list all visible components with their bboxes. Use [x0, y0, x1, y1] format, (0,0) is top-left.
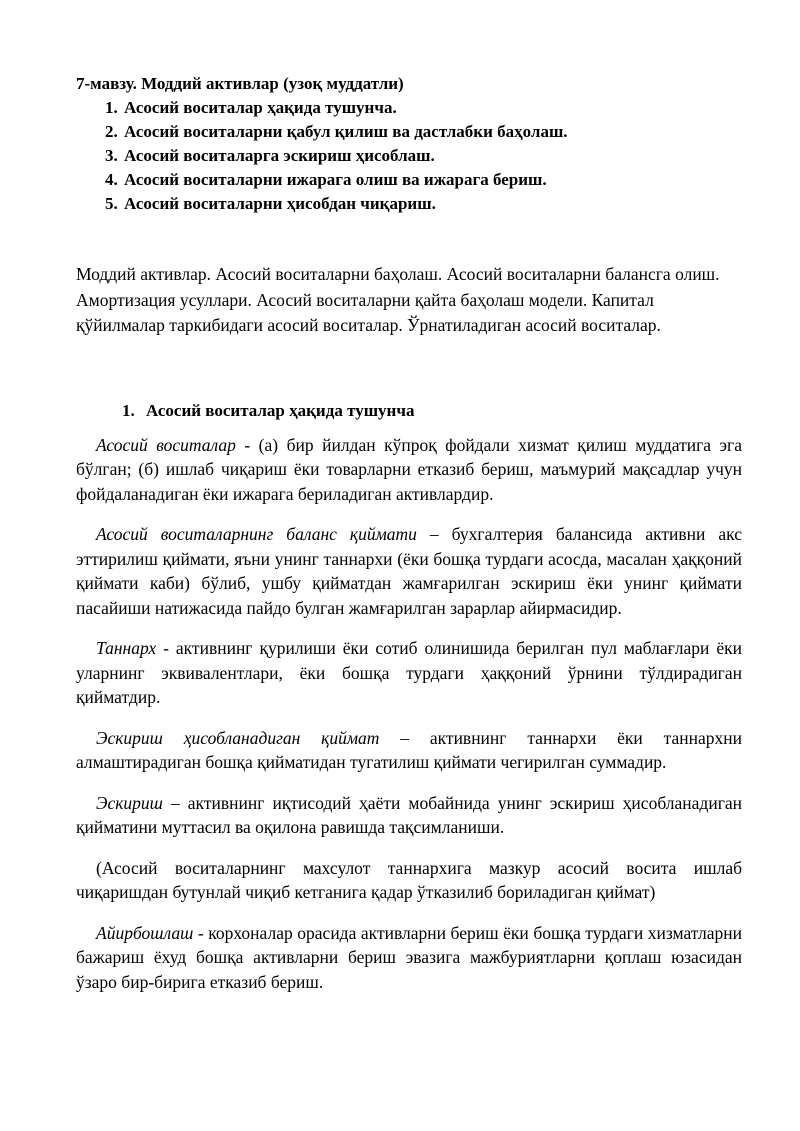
document-page — [76, 72, 742, 994]
outline-item: 1. Асосий воситалар ҳақида тушунча. — [122, 96, 742, 120]
topic-outline — [76, 96, 742, 216]
defined-term: Таннарх — [96, 638, 157, 658]
outline-item: 5. Асосий воситаларни ҳисобдан чиқариш. — [122, 192, 742, 216]
definition-text: - корхоналар орасида активларни бериш ёки бошқа турдаги хизматларни бажариш ёхуд бошқа активларни бериш эвазига мажбуриятларни қоплаш юзасидан ўзаро бир-бирига етказиб бериш. — [76, 922, 742, 992]
definition-text: - (а) бир йилдан кўпроқ фойдали хизмат қилиш муддатига эга бўлган; (б) ишлаб чиқариш ёки товарларни етказиб бериш, маъмурий мақсадлар учун фойдаланадиган ёки ижарага бериладиган активлардир. — [76, 434, 742, 504]
outline-item: 3. Асосий воситаларга эскириш ҳисоблаш. — [122, 144, 742, 168]
defined-term: Эскириш ҳисобланадиган қиймат — [96, 727, 380, 748]
defined-term: Асосий воситаларнинг баланс қиймати — [96, 524, 417, 544]
note-text: (Асосий воситаларнинг махсулот таннархига мазкур асосий восита ишлаб чиқаришдан бутунлай чиқиб кетганига қадар ўтказилиб бориладиган қиймат) — [76, 857, 742, 902]
section-number: 1. — [122, 400, 135, 420]
definition-paragraph — [76, 921, 742, 995]
defined-term: Эскириш — [96, 792, 163, 813]
keywords-paragraph: Моддий активлар. Асосий воситаларни баҳолаш. Асосий воситаларни балансга олиш. Амортизация усуллари. Асосий воситаларни қайта баҳолаш модели. Капитал қўйилмалар таркибидаги асосий воситалар. Ўрнатиладиган асосий воситалар. — [76, 264, 720, 335]
defined-term: Асосий воситалар — [96, 434, 236, 455]
note-paragraph — [76, 856, 742, 905]
definition-text: – активнинг иқтисодий ҳаёти мобайнида унинг эскириш ҳисобланадиган қийматини муттасил ва оқилона равишда тақсимланиши. — [76, 792, 742, 837]
section-title: Асосий воситалар ҳақида тушунча — [146, 400, 415, 420]
definition-paragraph — [76, 726, 742, 775]
definition-paragraph — [76, 791, 742, 840]
defined-term: Айирбошлаш — [96, 922, 194, 943]
definition-paragraph — [76, 522, 742, 620]
definition-paragraph — [76, 636, 742, 710]
definition-paragraph — [76, 433, 742, 507]
definition-text: - активнинг қурилиши ёки сотиб олинишида берилган пул маблағлари ёки уларнинг эквивалентлари, ёки бошқа турдаги ҳаққоний ўрнини тўлдирадиган қийматдир. — [76, 638, 742, 707]
section-heading — [76, 399, 742, 423]
definition-text: – бухгалтерия балансида активни акс эттирилиш қиймати, яъни унинг таннархи (ёки бошқа турдаги асосда, масалан ҳаққоний қиймати каби) бўлиб, ушбу қийматдан жамғарилган эскириш ёки унинг қиймати пасайиши натижасида пайдо булган жамғарилган зарарлар айирмасидир. — [76, 524, 742, 618]
definition-text: – активнинг таннархи ёки таннархни алмаштирадиган бошқа қийматидан тугатилиш қиймати чегирилган суммадир. — [76, 727, 742, 772]
outline-item: 2. Асосий воситаларни қабул қилиш ва дастлабки баҳолаш. — [122, 120, 742, 144]
topic-title: 7-мавзу. Моддий активлар (узоқ муддатли) — [76, 74, 404, 93]
outline-item: 4. Асосий воситаларни ижарага олиш ва ижарага бериш. — [122, 168, 742, 192]
